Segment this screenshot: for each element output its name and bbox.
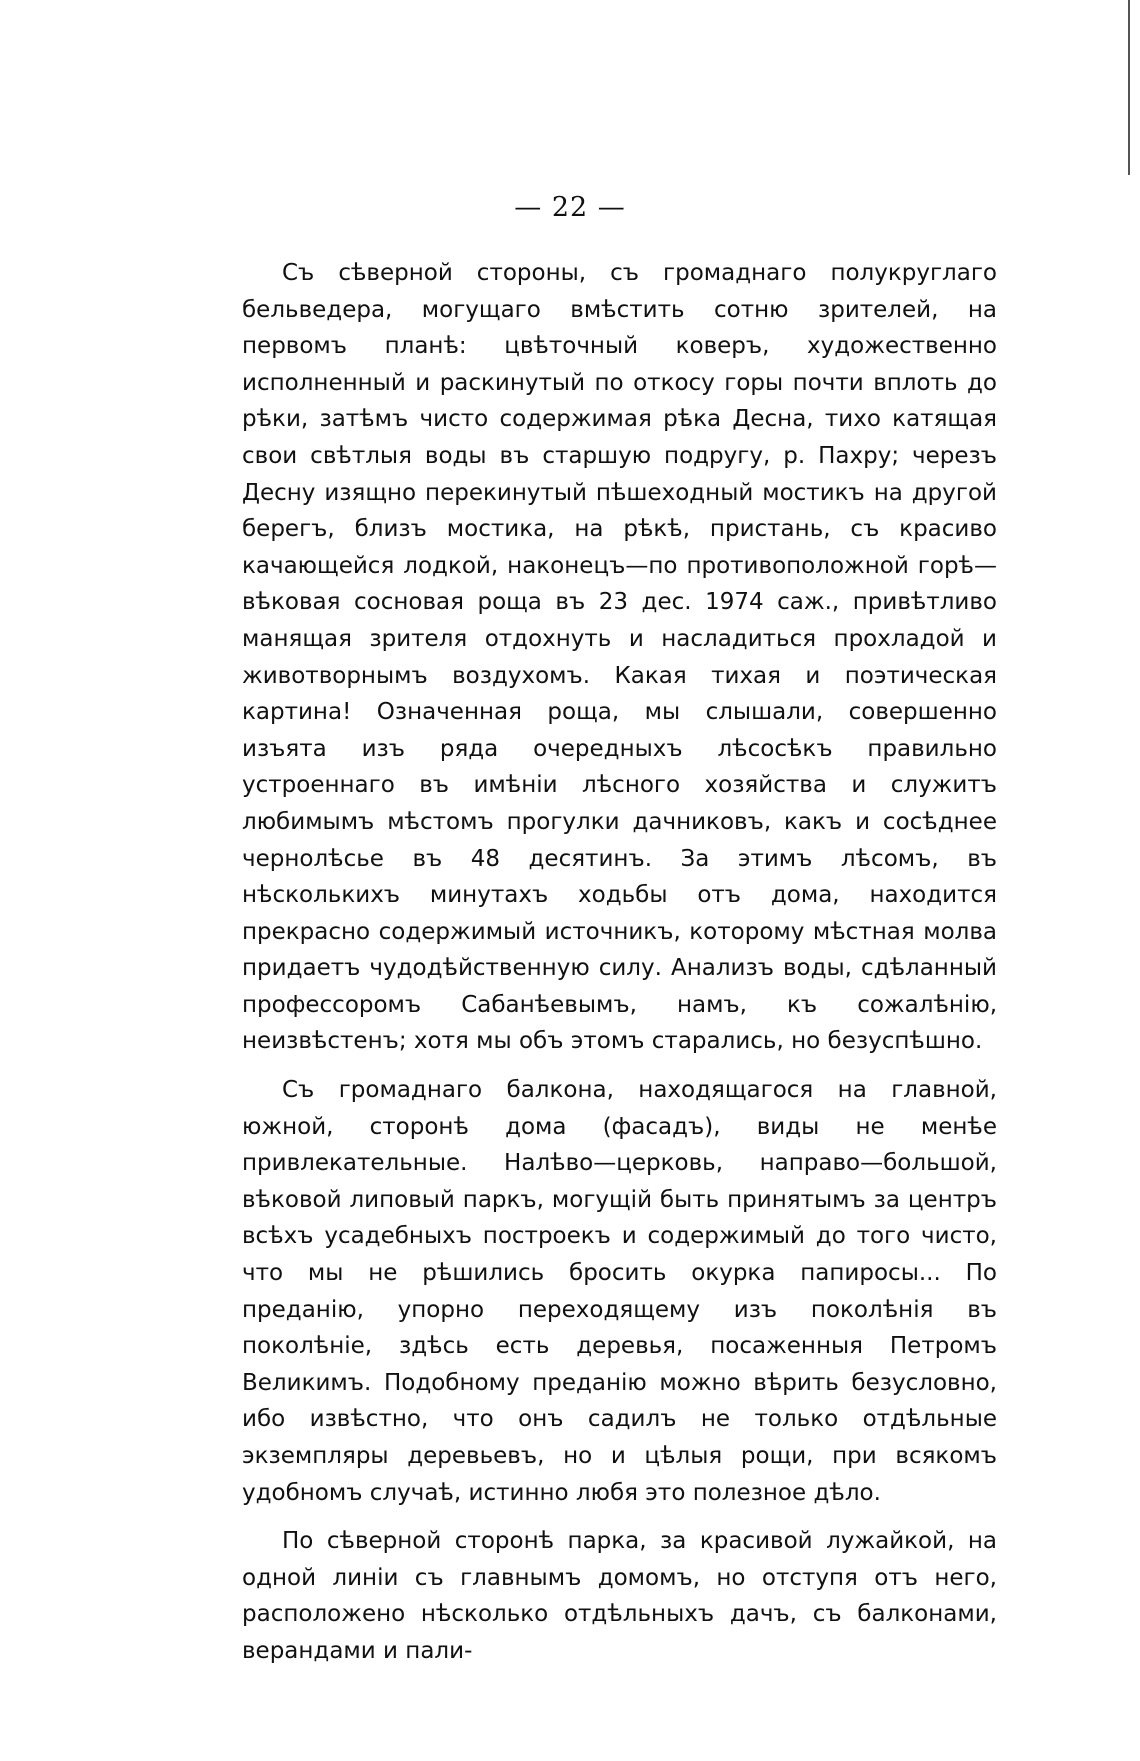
body-text [242,255,997,1682]
paragraph-3: По сѣверной сторонѣ парка, за красивой лужайкой, на одной линіи съ главнымъ домомъ, но отступя отъ него, расположено нѣсколько отдѣльныхъ дачъ, съ балконами, верандами и пали- [242,1528,997,1664]
page-number: — 22 — [514,192,626,223]
scan-edge-line [1128,0,1130,175]
paragraph-2: Съ громаднаго балкона, находящагося на главной, южной, сторонѣ дома (фасадъ), виды не менѣе привлекательные. Налѣво—церковь, направо—большой, вѣковой липовый паркъ, могущій быть принятымъ за центръ всѣхъ усадебныхъ построекъ и содержимый до того чисто, что мы не рѣшились бросить окурка папиросы... По преданію, упорно переходящему изъ поколѣнія въ поколѣніе, здѣсь есть деревья, посаженныя Петромъ Великимъ. Подобному преданію можно вѣрить безусловно, ибо извѣстно, что онъ садилъ не только отдѣльные экземпляры деревьевъ, но и цѣлыя рощи, при всякомъ удобномъ случаѣ, истинно любя это полезное дѣло. [242,1077,997,1506]
paragraph-1: Съ сѣверной стороны, съ громаднаго полукруглаго бельведера, могущаго вмѣстить сотню зрителей, на первомъ планѣ: цвѣточный коверъ, художественно исполненный и раскинутый по откосу горы почти вплоть до рѣки, затѣмъ чисто содержимая рѣка Десна, тихо катящая свои свѣтлыя воды въ старшую подругу, р. Пахру; черезъ Десну изящно перекинутый пѣшеходный мостикъ на другой берегъ, близъ мостика, на рѣкѣ, пристань, съ красиво качающейся лодкой, наконецъ—по противоположной горѣ—вѣковая сосновая роща въ 23 дес. 1974 саж., привѣтливо манящая зрителя отдохнуть и насладиться прохладой и животворнымъ воздухомъ. Какая тихая и поэтическая картина! Означенная роща, мы слышали, совершенно изъята изъ ряда очередныхъ лѣсосѣкъ правильно устроеннаго въ имѣніи лѣсного хозяйства и служитъ любимымъ мѣстомъ прогулки дачниковъ, какъ и сосѣднее чернолѣсье въ 48 десятинъ. За этимъ лѣсомъ, въ нѣсколькихъ минутахъ ходьбы отъ дома, находится прекрасно содержимый источникъ, которому мѣстная молва придаетъ чудодѣйственную силу. Анализъ воды, сдѣланный профессоромъ Сабанѣевымъ, намъ, къ сожалѣнію, неизвѣстенъ; хотя мы объ этомъ старались, но безуспѣшно. [242,260,997,1055]
